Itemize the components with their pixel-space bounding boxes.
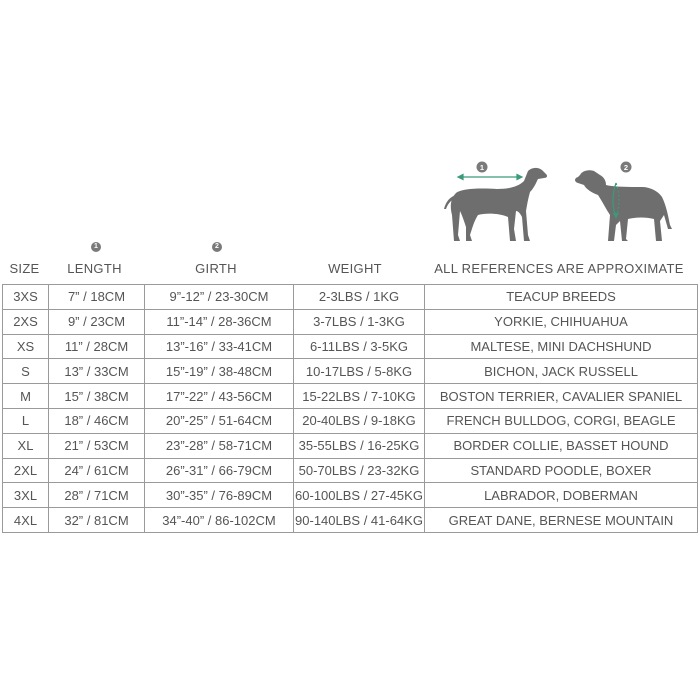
cell-girth: 34”-40” / 86-102CM: [145, 508, 294, 533]
cell-girth: 11”-14” / 28-36CM: [145, 309, 294, 334]
cell-length: 18” / 46CM: [49, 408, 145, 433]
cell-length: 11” / 28CM: [49, 334, 145, 359]
cell-length: 15” / 38CM: [49, 384, 145, 409]
cell-reference: BOSTON TERRIER, CAVALIER SPANIEL: [425, 384, 698, 409]
cell-girth: 23”-28” / 58-71CM: [145, 433, 294, 458]
marker-2-icon: [621, 162, 632, 173]
table-row: [3, 433, 698, 458]
cell-weight: 2-3LBS / 1KG: [294, 285, 425, 310]
table-row: [3, 408, 698, 433]
svg-text:2: 2: [623, 163, 629, 172]
cell-size: M: [3, 384, 49, 409]
header-girth: GIRTH: [195, 261, 237, 276]
cell-size: 4XL: [3, 508, 49, 533]
dog-girth-illustration: [570, 155, 680, 255]
cell-weight: 35-55LBS / 16-25KG: [294, 433, 425, 458]
cell-weight: 60-100LBS / 27-45KG: [294, 483, 425, 508]
cell-size: S: [3, 359, 49, 384]
cell-size: 2XS: [3, 309, 49, 334]
cell-girth: 15”-19” / 38-48CM: [145, 359, 294, 384]
cell-weight: 50-70LBS / 23-32KG: [294, 458, 425, 483]
table-row: [3, 483, 698, 508]
cell-length: 32” / 81CM: [49, 508, 145, 533]
header-weight: WEIGHT: [328, 261, 382, 276]
cell-weight: 90-140LBS / 41-64KG: [294, 508, 425, 533]
size-chart-table: [2, 284, 698, 533]
cell-reference: LABRADOR, DOBERMAN: [425, 483, 698, 508]
cell-length: 7” / 18CM: [49, 285, 145, 310]
cell-girth: 17”-22” / 43-56CM: [145, 384, 294, 409]
cell-length: 9” / 23CM: [49, 309, 145, 334]
length-marker-icon: 1: [91, 242, 101, 252]
dog-length-illustration: [442, 155, 552, 255]
table-row: [3, 458, 698, 483]
cell-girth: 13”-16” / 33-41CM: [145, 334, 294, 359]
cell-reference: BORDER COLLIE, BASSET HOUND: [425, 433, 698, 458]
cell-weight: 15-22LBS / 7-10KG: [294, 384, 425, 409]
cell-weight: 3-7LBS / 1-3KG: [294, 309, 425, 334]
cell-size: 2XL: [3, 458, 49, 483]
table-row: [3, 334, 698, 359]
header-references: ALL REFERENCES ARE APPROXIMATE: [434, 261, 684, 276]
cell-weight: 20-40LBS / 9-18KG: [294, 408, 425, 433]
dog-silhouette-icon: [444, 168, 547, 241]
cell-reference: BICHON, JACK RUSSELL: [425, 359, 698, 384]
cell-size: 3XL: [3, 483, 49, 508]
cell-weight: 6-11LBS / 3-5KG: [294, 334, 425, 359]
girth-marker-icon: 2: [212, 242, 222, 252]
cell-reference: STANDARD POODLE, BOXER: [425, 458, 698, 483]
cell-girth: 9”-12” / 23-30CM: [145, 285, 294, 310]
marker-1-icon: [477, 162, 488, 173]
length-arrow-icon: [458, 175, 522, 180]
cell-reference: GREAT DANE, BERNESE MOUNTAIN: [425, 508, 698, 533]
cell-length: 13” / 33CM: [49, 359, 145, 384]
table-row: [3, 384, 698, 409]
cell-size: L: [3, 408, 49, 433]
cell-length: 28” / 71CM: [49, 483, 145, 508]
cell-size: XS: [3, 334, 49, 359]
cell-girth: 26”-31” / 66-79CM: [145, 458, 294, 483]
cell-reference: FRENCH BULLDOG, CORGI, BEAGLE: [425, 408, 698, 433]
header-size: SIZE: [9, 261, 40, 276]
table-row: [3, 309, 698, 334]
table-row: [3, 359, 698, 384]
table-row: [3, 508, 698, 533]
cell-reference: YORKIE, CHIHUAHUA: [425, 309, 698, 334]
svg-text:1: 1: [479, 163, 485, 172]
cell-size: XL: [3, 433, 49, 458]
cell-reference: MALTESE, MINI DACHSHUND: [425, 334, 698, 359]
cell-length: 21” / 53CM: [49, 433, 145, 458]
cell-girth: 20”-25” / 51-64CM: [145, 408, 294, 433]
dog-front-silhouette-icon: [575, 170, 672, 241]
cell-size: 3XS: [3, 285, 49, 310]
cell-reference: TEACUP BREEDS: [425, 285, 698, 310]
cell-length: 24” / 61CM: [49, 458, 145, 483]
table-row: [3, 285, 698, 310]
header-length: LENGTH: [67, 261, 122, 276]
cell-girth: 30”-35” / 76-89CM: [145, 483, 294, 508]
cell-weight: 10-17LBS / 5-8KG: [294, 359, 425, 384]
